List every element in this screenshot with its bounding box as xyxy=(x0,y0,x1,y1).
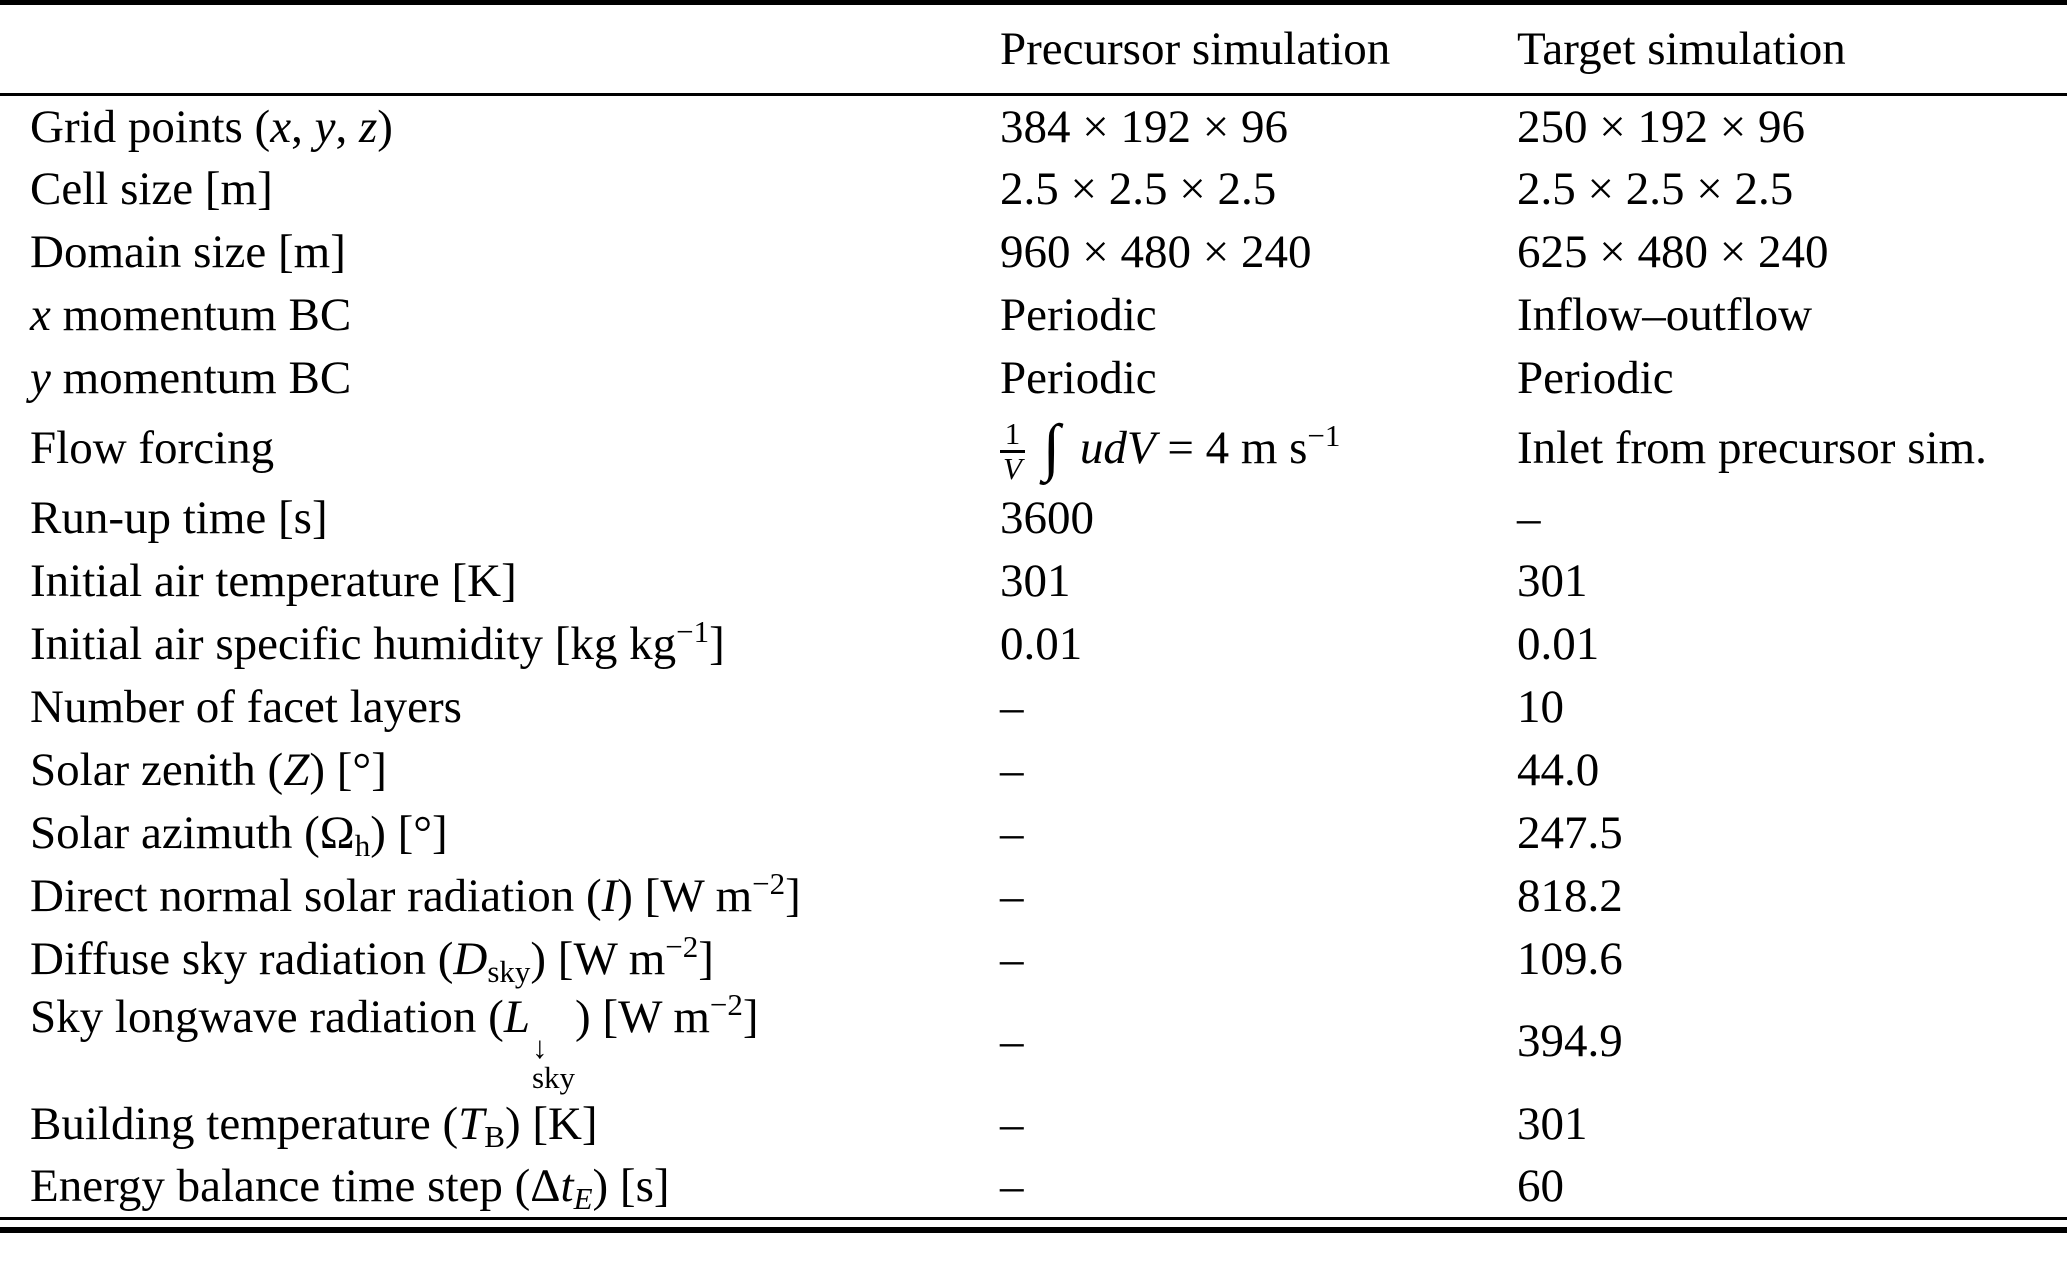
table-header xyxy=(0,3,2067,95)
precursor-value: 0.01 xyxy=(1000,617,1083,670)
row-label: Domain size [m] xyxy=(30,226,346,278)
target-value: 301 xyxy=(1517,1097,1588,1150)
table-row xyxy=(0,738,2067,801)
target-value: Inlet from precursor sim. xyxy=(1517,421,1987,474)
precursor-value: 960 × 480 × 240 xyxy=(1000,226,1312,278)
row-label: Diffuse sky radiation $(D_{sky})$ [W $m^{-2}$] xyxy=(30,928,714,989)
precursor-value: Periodic xyxy=(1000,289,1157,341)
table-row xyxy=(0,675,2067,738)
precursor-value: 2.5 × 2.5 × 2.5 xyxy=(1000,163,1277,215)
target-value: 394.9 xyxy=(1517,1015,1623,1068)
row-label: Sky longwave radiation (L ↓ sky ) [W $m^{-2}$] xyxy=(30,987,759,1095)
target-value: 301 xyxy=(1517,554,1588,607)
row-label: Flow forcing xyxy=(30,421,275,474)
bottom-rule xyxy=(0,1227,2067,1233)
table-row xyxy=(0,1092,2067,1155)
precursor-value: 301 xyxy=(1000,554,1071,607)
target-value: 2.5 × 2.5 × 2.5 xyxy=(1517,163,1794,215)
column-header-precursor: Precursor simulation xyxy=(1000,23,1391,75)
precursor-value: Periodic xyxy=(1000,352,1157,404)
row-label: Grid points (x, y, z) xyxy=(30,100,393,153)
target-value: 625 × 480 × 240 xyxy=(1517,226,1829,278)
precursor-value: $\frac{1}{V}$ ∫ udV = 4 m $s^{-1}$ xyxy=(1000,410,1517,487)
table-row xyxy=(0,864,2067,927)
target-value: 10 xyxy=(1517,680,1564,733)
target-value: 60 xyxy=(1517,1160,1564,1213)
target-value: 109.6 xyxy=(1517,932,1623,985)
target-value: Inflow–outflow xyxy=(1517,289,1813,341)
table-row xyxy=(0,410,2067,487)
row-label: y momentum BC xyxy=(30,352,352,404)
precursor-value: – xyxy=(1000,743,1024,796)
row-label: Initial air temperature [K] xyxy=(30,554,517,607)
target-value: 0.01 xyxy=(1517,617,1600,670)
precursor-value: – xyxy=(1000,680,1024,733)
table-row xyxy=(0,612,2067,675)
row-label: Cell size [m] xyxy=(30,163,273,215)
target-value: – xyxy=(1517,491,1541,544)
table-row xyxy=(0,990,2067,1092)
precursor-value: – xyxy=(1000,869,1024,922)
table-row xyxy=(0,486,2067,549)
header-row xyxy=(0,3,2067,95)
target-value: Periodic xyxy=(1517,352,1674,404)
table-row xyxy=(0,927,2067,990)
row-label: Building temperature $(T_B)$ [K] xyxy=(30,1097,598,1154)
target-value: 818.2 xyxy=(1517,869,1623,922)
precursor-value: – xyxy=(1000,932,1024,985)
integral-symbol: ∫ xyxy=(1042,410,1061,482)
target-value: 44.0 xyxy=(1517,743,1600,796)
row-label: Initial air specific humidity [kg $kg^{-1}$] xyxy=(30,613,725,670)
row-label: Direct normal solar radiation (I) [W $m^{-2}$] xyxy=(30,865,801,922)
table-row xyxy=(0,284,2067,347)
table-row xyxy=(0,1155,2067,1218)
row-label: Energy balance time step $(\Delta t_E)$ [s] xyxy=(30,1160,670,1216)
table-row xyxy=(0,158,2067,221)
precursor-value: – xyxy=(1000,1015,1024,1068)
column-header-target: Target simulation xyxy=(1517,23,1846,75)
precursor-value: – xyxy=(1000,1160,1024,1213)
table-body xyxy=(0,95,2067,1219)
target-value: 247.5 xyxy=(1517,806,1623,859)
precursor-value: – xyxy=(1000,1097,1024,1150)
table-row xyxy=(0,801,2067,864)
column-header-parameter xyxy=(0,3,1000,95)
row-label: x momentum BC xyxy=(30,289,352,341)
precursor-value: – xyxy=(1000,806,1024,859)
row-label: Run-up time [s] xyxy=(30,491,328,544)
precursor-value: 3600 xyxy=(1000,491,1094,544)
table-row xyxy=(0,95,2067,158)
table-row xyxy=(0,549,2067,612)
row-label: Number of facet layers xyxy=(30,680,462,733)
row-label: Solar zenith (Z) [°] xyxy=(30,743,387,796)
table-row xyxy=(0,221,2067,284)
table-row xyxy=(0,347,2067,410)
target-value: 250 × 192 × 96 xyxy=(1517,100,1806,153)
row-label: Solar azimuth $(\Omega_h)$ [°] xyxy=(30,806,448,863)
precursor-value: 384 × 192 × 96 xyxy=(1000,100,1289,153)
